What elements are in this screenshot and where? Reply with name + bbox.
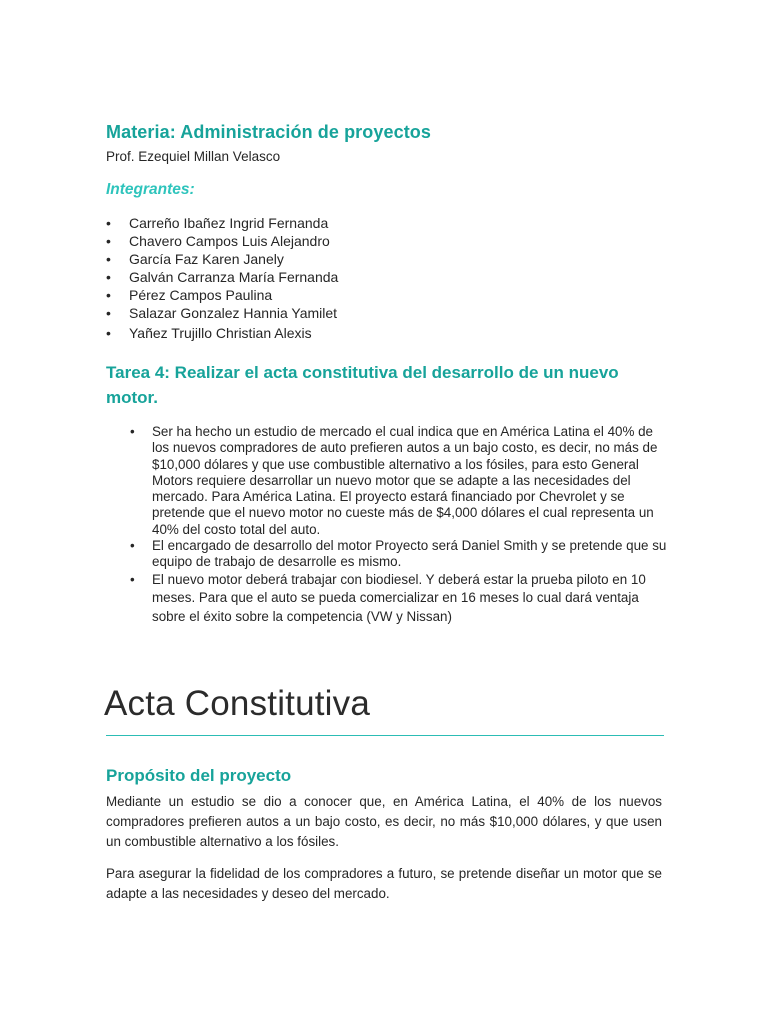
- member-item: • Yañez Trujillo Christian Alexis: [106, 324, 338, 342]
- member-item: • García Faz Karen Janely: [106, 250, 338, 268]
- acta-title: Acta Constitutiva: [104, 684, 371, 723]
- subject-title: Materia: Administración de proyectos: [106, 122, 432, 142]
- member-item: • Chavero Campos Luis Alejandro: [106, 232, 338, 250]
- member-item: • Pérez Campos Paulina: [106, 286, 338, 304]
- task-title: Tarea 4: Realizar el acta constitutiva del desarrollo de un nuevo motor.: [106, 363, 619, 407]
- member-item: • Galván Carranza María Fernanda: [106, 268, 338, 286]
- members-list: [106, 214, 338, 342]
- task-bullet: • El nuevo motor deberá trabajar con biodiesel. Y deberá estar la prueba piloto en 10 meses. Para que el auto se pueda comercializar en 16 meses lo cual dará ventaja sobre el éxito sobre la competencia (VW y Nissan): [128, 571, 668, 627]
- purpose-title: Propósito del proyecto: [106, 766, 292, 785]
- professor-name: Prof. Ezequiel Millan Velasco: [106, 149, 281, 164]
- title-divider: [106, 735, 664, 736]
- purpose-paragraph: Para asegurar la fidelidad de los compradores a futuro, se pretende diseñar un motor que se adapte a las necesidades y deseo del mercado.: [106, 866, 662, 901]
- members-heading: Integrantes:: [106, 181, 195, 198]
- purpose-paragraph: Mediante un estudio se dio a conocer que, en América Latina, el 40% de los nuevos compradores prefieren autos a un bajo costo, es decir, no más $10,000 dólares, y que usen un combustible alternativo a los fósiles.: [106, 794, 662, 849]
- member-item: • Carreño Ibañez Ingrid Fernanda: [106, 214, 338, 232]
- task-bullet-list: [128, 424, 668, 626]
- task-bullet: • El encargado de desarrollo del motor Proyecto será Daniel Smith y se pretende que su equipo de trabajo de desarrolle es mismo.: [128, 538, 668, 571]
- task-bullet: • Ser ha hecho un estudio de mercado el cual indica que en América Latina el 40% de los nuevos compradores de auto prefieren autos a un bajo costo, es decir, no más de $10,000 dólares y que use combustible alternativo a los fósiles, para esto General Motors requiere desarrollar un nuevo motor que se adapte a las necesidades del mercado. Para América Latina. El proyecto estará financiado por Chevrolet y se pretende que el nuevo motor no cueste más de $4,000 dólares el cual representa un 40% del costo total del auto.: [128, 424, 668, 538]
- member-item: • Salazar Gonzalez Hannia Yamilet: [106, 304, 338, 322]
